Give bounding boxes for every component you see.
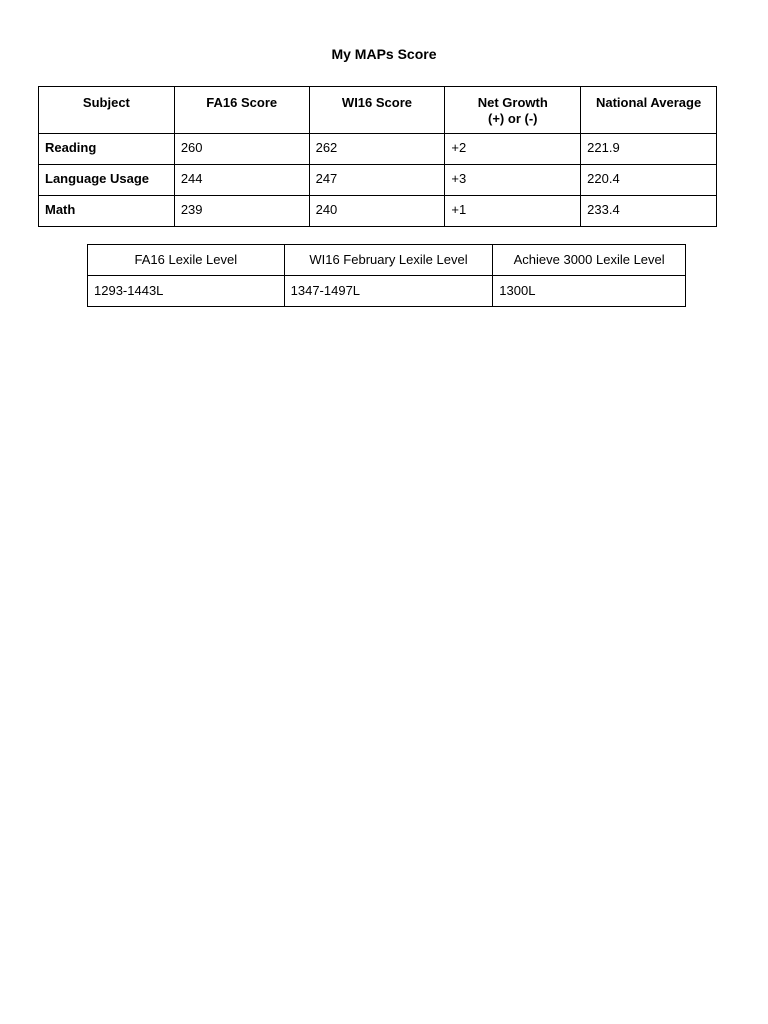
fa16-score-cell: 244 — [174, 165, 309, 196]
header-wi16-score: WI16 Score — [309, 87, 445, 134]
table-header-row — [39, 87, 717, 134]
national-average-cell: 220.4 — [581, 165, 717, 196]
net-growth-cell: +1 — [445, 196, 581, 227]
lexile-header-row — [88, 245, 686, 276]
header-net-growth-line1: Net Growth — [477, 95, 548, 110]
net-growth-cell: +3 — [445, 165, 581, 196]
table-row — [88, 276, 686, 307]
subject-cell: Language Usage — [39, 165, 175, 196]
table-row — [39, 196, 717, 227]
lexile-levels-table — [87, 244, 686, 307]
wi16-score-cell: 247 — [309, 165, 445, 196]
header-net-growth — [445, 87, 581, 134]
header-subject: Subject — [39, 87, 175, 134]
wi16-score-cell: 240 — [309, 196, 445, 227]
national-average-cell: 233.4 — [581, 196, 717, 227]
header-fa16-lexile: FA16 Lexile Level — [88, 245, 285, 276]
wi16-lexile-cell: 1347-1497L — [284, 276, 493, 307]
maps-scores-table — [38, 86, 717, 227]
achieve-lexile-cell: 1300L — [493, 276, 686, 307]
table-row — [39, 134, 717, 165]
header-net-growth-line2: (+) or (-) — [488, 111, 538, 126]
header-fa16-score: FA16 Score — [174, 87, 309, 134]
fa16-score-cell: 260 — [174, 134, 309, 165]
national-average-cell: 221.9 — [581, 134, 717, 165]
fa16-score-cell: 239 — [174, 196, 309, 227]
wi16-score-cell: 262 — [309, 134, 445, 165]
table-row — [39, 165, 717, 196]
subject-cell: Math — [39, 196, 175, 227]
fa16-lexile-cell: 1293-1443L — [88, 276, 285, 307]
net-growth-cell: +2 — [445, 134, 581, 165]
header-achieve-3000-lexile: Achieve 3000 Lexile Level — [493, 245, 686, 276]
document-title: My MAPs Score — [331, 46, 437, 62]
subject-cell: Reading — [39, 134, 175, 165]
header-wi16-february-lexile: WI16 February Lexile Level — [284, 245, 493, 276]
header-national-average: National Average — [581, 87, 717, 134]
